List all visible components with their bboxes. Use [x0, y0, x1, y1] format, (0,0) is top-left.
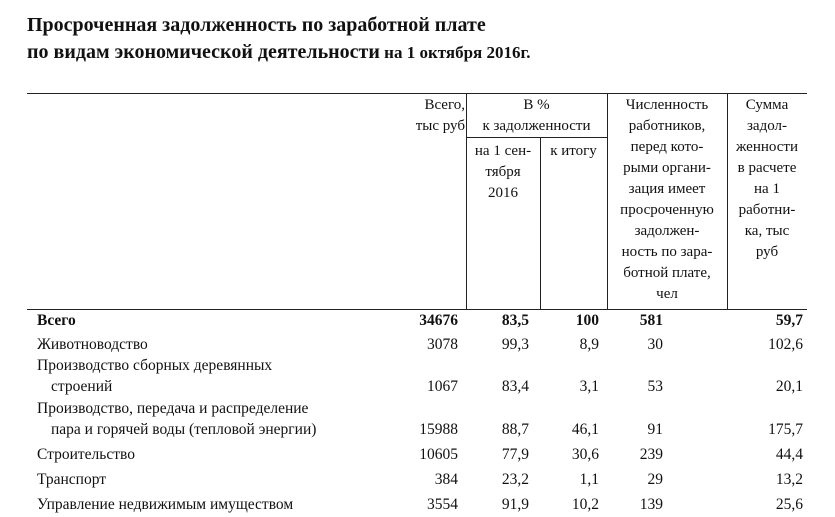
cell-pct-prev: 83,5	[501, 312, 529, 329]
header-to-debt: к задолженности	[482, 118, 591, 134]
header-workers-line: ботной плате,	[623, 265, 711, 281]
cell-per-worker: 44,4	[775, 446, 803, 463]
cell-per-worker: 25,6	[775, 496, 803, 513]
cell-per-worker: 102,6	[768, 336, 803, 353]
header-per-worker-line: задол-	[747, 118, 787, 134]
document-title	[27, 12, 531, 66]
header-workers-line: чел	[656, 286, 678, 302]
cell-pct-total: 3,1	[579, 378, 599, 395]
header-per-worker-line: работни-	[738, 202, 796, 218]
cell-workers: 239	[639, 446, 663, 463]
cell-pct-prev: 88,7	[501, 421, 529, 438]
cell-pct-total: 100	[575, 312, 599, 329]
row-label: Управление недвижимым имуществом	[37, 496, 294, 513]
cell-workers: 53	[647, 378, 663, 395]
cell-per-worker: 20,1	[775, 378, 803, 395]
row-label: Строительство	[37, 446, 135, 463]
row-label: Транспорт	[37, 471, 107, 488]
cell-total: 3078	[427, 336, 458, 353]
cell-pct-total: 10,2	[571, 496, 599, 513]
header-percent: В %	[523, 97, 550, 113]
cell-workers: 30	[647, 336, 663, 353]
cell-pct-prev: 99,3	[501, 336, 529, 353]
cell-total: 15988	[419, 421, 458, 438]
cell-per-worker: 13,2	[775, 471, 803, 488]
cell-total: 3554	[427, 496, 458, 513]
header-workers-line: работников,	[628, 118, 706, 134]
header-per-worker-line: руб	[755, 244, 779, 260]
cell-total: 10605	[419, 446, 458, 463]
header-workers-line: просроченную	[620, 202, 714, 218]
percent-subcol-divider	[540, 137, 541, 309]
header-workers	[607, 95, 727, 305]
header-workers-line: задолжен-	[634, 223, 700, 239]
title-date: на 1 октября 2016г.	[379, 43, 531, 62]
header-workers-line: ность по зара-	[621, 244, 713, 260]
header-on-date	[466, 141, 540, 204]
header-workers-line: Численность	[625, 97, 709, 113]
header-to-total: к итогу	[550, 143, 597, 159]
header-on-date-line: тября	[485, 164, 521, 180]
cell-pct-prev: 77,9	[501, 446, 529, 463]
row-label: Производство, передача и распределение	[37, 400, 309, 417]
cell-pct-prev: 91,9	[501, 496, 529, 513]
cell-pct-total: 46,1	[571, 421, 599, 438]
header-total	[416, 95, 465, 137]
row-label: Животноводство	[37, 336, 148, 353]
cell-workers: 29	[647, 471, 663, 488]
cell-total: 384	[434, 471, 458, 488]
header-bottom-rule	[27, 309, 807, 310]
title-line-1: Просроченная задолженность по заработной плате	[27, 14, 486, 36]
header-workers-line: рыми органи-	[623, 160, 711, 176]
header-total-line: Всего,	[424, 97, 465, 113]
cell-pct-prev: 83,4	[501, 378, 529, 395]
cell-total: 1067	[427, 378, 458, 395]
title-line-2	[27, 39, 531, 66]
cell-pct-total: 30,6	[571, 446, 599, 463]
row-label-continuation: пара и горячей воды (тепловой энергии)	[51, 421, 317, 438]
header-total-line: тыс руб	[415, 118, 465, 134]
table-top-rule	[27, 93, 807, 94]
row-label: Всего	[37, 312, 76, 329]
header-per-worker-line: женности	[736, 139, 798, 155]
cell-total: 34676	[419, 312, 458, 329]
row-label: Производство сборных деревянных	[37, 357, 273, 374]
header-workers-line: зация имеет	[628, 181, 706, 197]
row-label-continuation: строений	[51, 378, 113, 395]
cell-workers: 91	[647, 421, 663, 438]
header-workers-line: перед кото-	[630, 139, 704, 155]
header-per-worker-line: ка, тыс	[744, 223, 790, 239]
header-per-worker-line: Сумма	[745, 97, 789, 113]
cell-per-worker: 59,7	[775, 312, 803, 329]
header-per-worker-line: в расчете	[737, 160, 797, 176]
cell-per-worker: 175,7	[768, 421, 803, 438]
cell-workers: 581	[639, 312, 663, 329]
cell-pct-total: 1,1	[579, 471, 599, 488]
percent-group-rule	[466, 137, 607, 138]
header-on-date-line: на 1 сен-	[474, 143, 532, 159]
header-per-worker	[727, 95, 807, 263]
title-line-2-main: по видам экономической деятельности	[27, 41, 380, 63]
cell-pct-prev: 23,2	[501, 471, 529, 488]
cell-pct-total: 8,9	[579, 336, 599, 353]
cell-workers: 139	[639, 496, 663, 513]
header-per-worker-line: на 1	[754, 181, 780, 197]
header-on-date-line: 2016	[488, 185, 518, 201]
